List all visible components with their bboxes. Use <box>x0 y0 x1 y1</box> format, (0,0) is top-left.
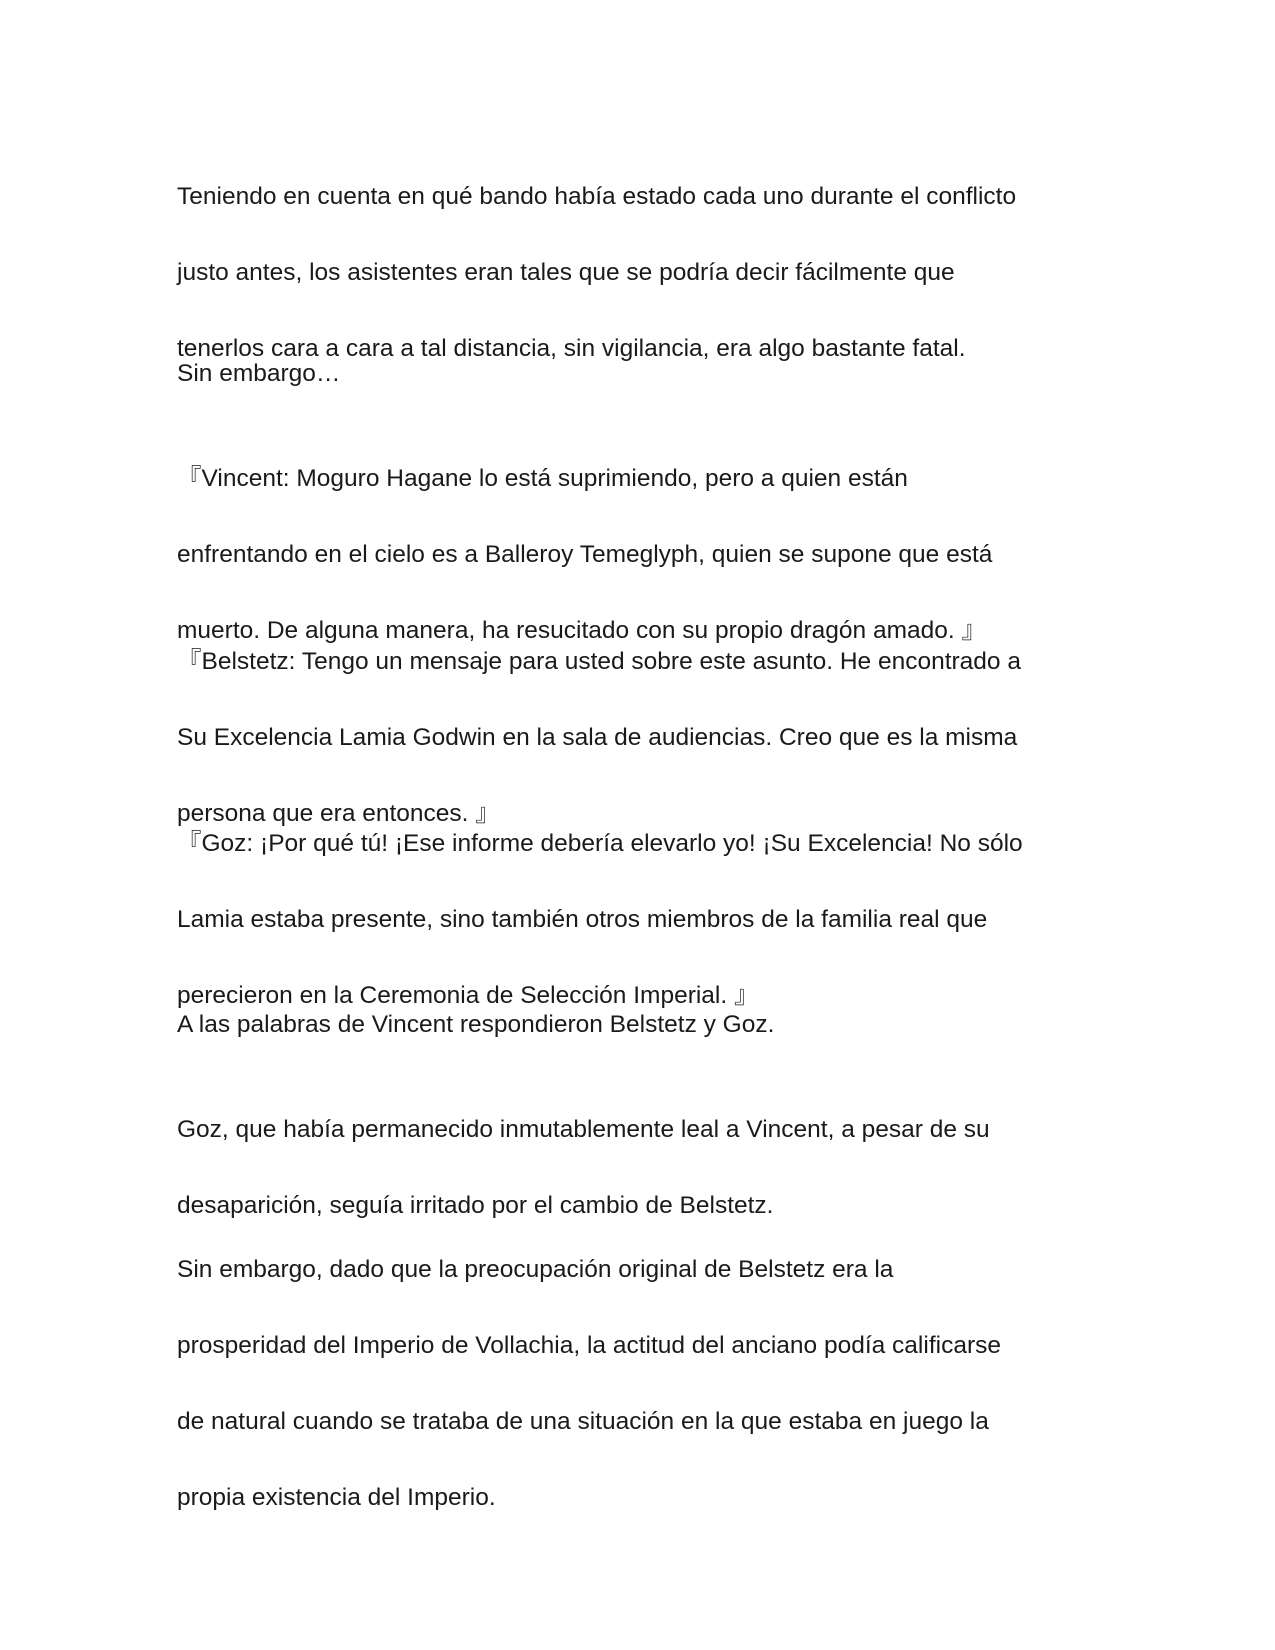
paragraph-line: propia existencia del Imperio. <box>177 1484 496 1511</box>
paragraph-line: desaparición, seguía irritado por el cambio de Belstetz. <box>177 1192 774 1219</box>
paragraph-line: enfrentando en el cielo es a Balleroy Temeglyph, quien se supone que está <box>177 541 993 568</box>
paragraph-line: Lamia estaba presente, sino también otros miembros de la familia real que <box>177 906 988 933</box>
paragraph-line: Teniendo en cuenta en qué bando había estado cada uno durante el conflicto <box>177 183 1017 210</box>
paragraph-line: de natural cuando se trataba de una situación en la que estaba en juego la <box>177 1408 989 1435</box>
paragraph-line: tenerlos cara a cara a tal distancia, sin vigilancia, era algo bastante fatal. <box>177 335 966 362</box>
paragraph-line: 『Goz: ¡Por qué tú! ¡Ese informe debería elevarlo yo! ¡Su Excelencia! No sólo <box>177 830 1023 857</box>
paragraph-6 <box>177 968 1097 1082</box>
paragraph-line: justo antes, los asistentes eran tales que se podría decir fácilmente que <box>177 259 955 286</box>
paragraph-8 <box>177 1213 1097 1555</box>
paragraph-line: persona que era entonces. 』 <box>177 800 500 827</box>
paragraph-line: Sin embargo, dado que la preocupación original de Belstetz era la <box>177 1256 894 1283</box>
paragraph-line: Sin embargo… <box>177 360 341 387</box>
paragraph-line: muerto. De alguna manera, ha resucitado con su propio dragón amado. 』 <box>177 617 986 644</box>
paragraph-line: Goz, que había permanecido inmutablemente leal a Vincent, a pesar de su <box>177 1116 990 1143</box>
paragraph-2 <box>177 317 1097 431</box>
paragraph-line: prosperidad del Imperio de Vollachia, la actitud del anciano podía calificarse <box>177 1332 1001 1359</box>
paragraph-line: A las palabras de Vincent respondieron Belstetz y Goz. <box>177 1011 775 1038</box>
paragraph-line: 『Vincent: Moguro Hagane lo está suprimiendo, pero a quien están <box>177 465 908 492</box>
paragraph-line: 『Belstetz: Tengo un mensaje para usted sobre este asunto. He encontrado a <box>177 648 1021 675</box>
paragraph-line: perecieron en la Ceremonia de Selección Imperial. 』 <box>177 982 759 1009</box>
paragraph-line: Su Excelencia Lamia Godwin en la sala de audiencias. Creo que es la misma <box>177 724 1018 751</box>
